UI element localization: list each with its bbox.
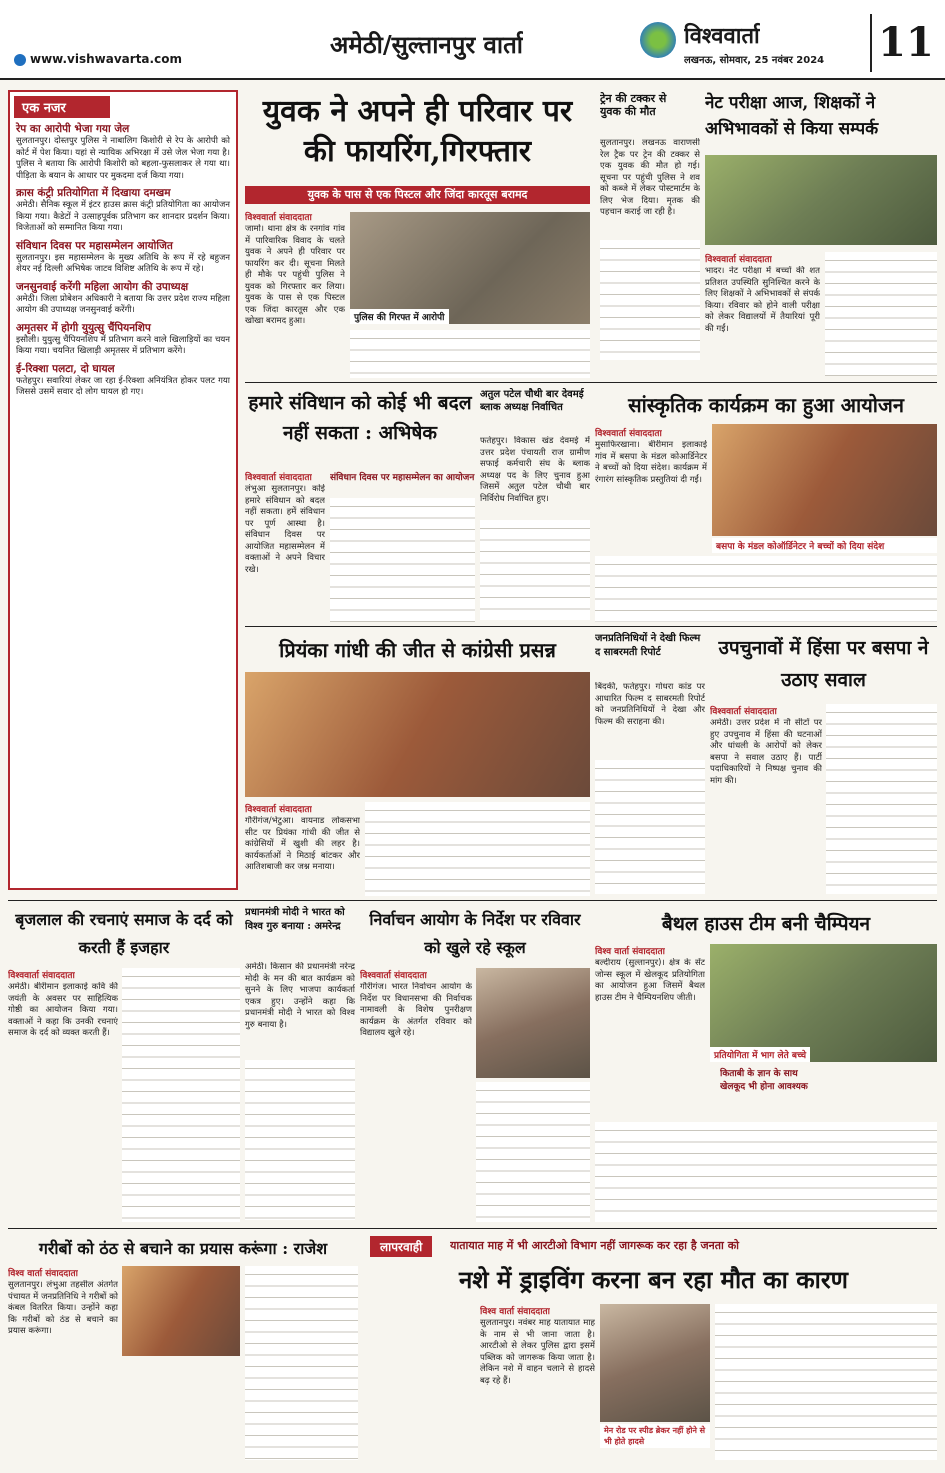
lead-body: जामो। थाना क्षेत्र के रनगांव गांव में पारिवारिक विवाद के चलते युवक ने अपने ही परिवार पर फायरिंग कर दी। सूचना मिलते ही मौके पर पहुंची पुलिस ने युवक को गिरफ्तार कर लिया। युवक के पास से एक पिस्टल एक जिंदा कारतूस और एक खोखा बरामद हुआ। bbox=[245, 224, 345, 326]
priyanka-byline: विश्ववार्ता संवाददाता bbox=[245, 805, 312, 815]
lead-photo-caption: पुलिस की गिरफ्त में आरोपी bbox=[350, 309, 449, 324]
dateline: लखनऊ, सोमवार, 25 नवंबर 2024 bbox=[684, 55, 825, 66]
rajesh-byline: विश्व वार्ता संवाददाता bbox=[8, 1269, 78, 1279]
brief-body: सुलतानपुर। दोस्तपुर पुलिस ने नाबालिग किशोरी से रेप के आरोपी को कोर्ट में पेश किया। यहां से न्यायिक अभिरक्षा में उसे जेल भेजा गया है। पुलिस ने बताया कि आरोपी किशोरी को बहला-फुसलाकर ले गया था। पीड़िता के बयान के आधार पर मुकदमा दर्ज किया गया। bbox=[16, 136, 230, 181]
brijlal-body: अमेठी। बीरीमान इलाकाई कवि की जयंती के अवसर पर साहित्यिक गोष्ठी का आयोजन किया गया। वक्ताओं ने कहा कि उनकी रचनाएं समाज के दर्द को व्यक्त करती हैं। bbox=[8, 982, 118, 1038]
rajesh-headline: गरीबों को ठंठ से बचाने का प्रयास करूंगा : राजेश bbox=[38, 1239, 328, 1258]
constitution-byline: विश्ववार्ता संवाददाता bbox=[245, 473, 312, 483]
cultural-body-cont bbox=[595, 556, 937, 622]
drunk-body-cont bbox=[715, 1304, 937, 1460]
brief-body: अमेठी। सैनिक स्कूल में इंटर हाउस क्रास कंट्री प्रतियोगिता का आयोजन किया गया। कैडेटों ने उत्साहपूर्वक प्रतिभाग कर शानदार प्रदर्शन किया। विजेताओं को सम्मानित किया गया। bbox=[16, 200, 230, 233]
brief-title: रेप का आरोपी भेजा गया जेल bbox=[16, 123, 130, 135]
lead-body-cont bbox=[350, 330, 590, 378]
drunk-headline: नशे में ड्राइविंग करना बन रहा मौत का कारण bbox=[458, 1265, 849, 1294]
lead-photo bbox=[350, 212, 590, 324]
net-byline: विश्ववार्ता संवाददाता bbox=[705, 255, 772, 265]
bypoll-body: अमेठी। उत्तर प्रदेश में नौ सीटों पर हुए उपचुनाव में हिंसा की घटनाओं और धांधली के आरोपों को लेकर बसपा ने सवाल उठाए हैं। पार्टी पदाधिकारियों ने निष्पक्ष चुनाव की मांग की। bbox=[710, 718, 822, 786]
atul-body-cont bbox=[480, 520, 590, 620]
bathhouse-photo-caption: प्रतियोगिता में भाग लेते बच्चे bbox=[710, 1047, 810, 1062]
globe-icon bbox=[14, 54, 26, 66]
briefs-header: एक नजर bbox=[14, 96, 110, 118]
rule-4 bbox=[8, 1228, 937, 1229]
masthead bbox=[0, 0, 945, 80]
atul-body: फतेहपुर। विकास खंड देवमई में उत्तर प्रदेश पंचायती राज ग्रामीण सफाई कर्मचारी संघ के ब्लाक अध्यक्ष पद के लिए चुनाव हुआ जिसमें अतुल पटेल चौथी बार निर्विरोध निर्वाचित हुए। bbox=[480, 436, 590, 504]
lead-byline: विश्ववार्ता संवाददाता bbox=[245, 213, 312, 223]
brief-title: जनसुनवाई करेंगी महिला आयोग की उपाध्यक्ष bbox=[16, 280, 189, 293]
priyanka-photo bbox=[245, 672, 590, 797]
schools-headline: निर्वाचन आयोग के निर्देश पर रविवार को खुले रहे स्कूल bbox=[369, 910, 581, 957]
sabarmati-body-cont bbox=[595, 760, 705, 894]
brief-body: अमेठी। जिला प्रोबेशन अधिकारी ने बताया कि उत्तर प्रदेश राज्य महिला आयोग की उपाध्यक्ष जनसुनवाई करेंगी। bbox=[16, 293, 230, 315]
brief-body: इसौली। युयुत्सु चैंपियनशिप में प्रतिभाग करने वाले खिलाड़ियों का चयन किया गया। चयनित खिलाड़ी अमृतसर में प्रतिभाग करेंगे। bbox=[16, 334, 230, 356]
brief-title: संविधान दिवस पर महासम्मेलन आयोजित bbox=[16, 239, 173, 252]
drunk-tag: लापरवाही bbox=[370, 1236, 432, 1257]
drunk-photo-caption: मेन रोड पर स्पीड ब्रेकर नहीं होने से भी होते हादसे bbox=[600, 1424, 710, 1448]
briefs-list bbox=[10, 122, 236, 399]
drunk-body: सुलतानपुर। नवंबर माह यातायात माह के नाम से भी जाना जाता है। आरटीओ से लेकर पुलिस द्वारा इसमें पब्लिक को जागरूक किया जाता है। लेकिन नशे में वाहन चलाने से हादसे बढ़ रहे हैं। bbox=[480, 1318, 595, 1386]
priyanka-headline: प्रियंका गांधी की जीत से कांग्रेसी प्रसन्न bbox=[279, 638, 556, 662]
brand-logo bbox=[640, 22, 676, 58]
brief-body: फतेहपुर। सवारियां लेकर जा रहा ई-रिक्शा अनियंत्रित होकर पलट गया जिससे उसमें सवार दो लोग घायल हो गए। bbox=[16, 375, 230, 397]
bathhouse-sub: किताबी के ज्ञान के साथ खेलकूद भी होना आवश्यक bbox=[720, 1069, 808, 1092]
cultural-body: मुसाफिरखाना। बीरीमान इलाकाई गांव में बसपा के मंडल कोआर्डिनेटर ने बच्चों को दिया संदेश। कार्यक्रम में रंगारंग सांस्कृतिक प्रस्तुतियां दी गईं। bbox=[595, 440, 707, 485]
bathhouse-body-cont bbox=[595, 1122, 937, 1222]
constitution-body-cont bbox=[330, 498, 475, 622]
schools-byline: विश्ववार्ता संवाददाता bbox=[360, 971, 427, 981]
section-title: अमेठी/सुल्तानपुर वार्ता bbox=[330, 30, 524, 59]
brief-title: ई-रिक्शा पलटा, दो घायल bbox=[16, 362, 115, 375]
brijlal-body-cont bbox=[122, 968, 240, 1222]
net-headline: नेट परीक्षा आज, शिक्षकों ने अभिभावकों से किया सम्पर्क bbox=[705, 93, 879, 139]
drunk-byline: विश्व वार्ता संवाददाता bbox=[480, 1307, 550, 1317]
brief-body: सुलतानपुर। इस महासम्मेलन के मुख्य अतिथि के रूप में रहे बहुजन शेयर नई दिल्ली अभिषेक जाटव विशिष्ट अतिथि के रूप में रहे। bbox=[16, 252, 230, 274]
brand-name: विश्ववार्ता bbox=[684, 23, 760, 49]
brief-title: क्रास कंट्री प्रतियोगिता में दिखाया दमखम bbox=[16, 187, 171, 199]
schools-body: गौरीगंज। भारत निर्वाचन आयोग के निर्देश पर विधानसभा की निर्वाचक नामावली के विशेष पुनरीक्षण कार्यक्रम के अंतर्गत रविवार को विद्यालय खुले रहे। bbox=[360, 982, 472, 1038]
modi-headline: प्रधानमंत्री मोदी ने भारत को विश्व गुरु बनाया : अमरेन्द्र bbox=[245, 907, 345, 932]
atul-headline: अतुल पटेल चौथी बार देवमई ब्लाक अध्यक्ष निर्वाचित bbox=[480, 389, 584, 413]
bathhouse-photo bbox=[710, 944, 937, 1062]
lead-headline: युवक ने अपने ही परिवार पर की फायरिंग,गिरफ्तार bbox=[262, 94, 573, 169]
drunk-kicker: यातायात माह में भी आरटीओ विभाग नहीं जागरूक कर रहा है जनता को bbox=[450, 1239, 740, 1252]
bypoll-byline: विश्ववार्ता संवाददाता bbox=[710, 707, 777, 717]
website-url[interactable] bbox=[14, 52, 182, 66]
rajesh-body: सुलतानपुर। लंभुआ तहसील अंतर्गत पंचायत में जनप्रतिनिधि ने गरीबों को कंबल वितरित किया। उन्होंने कहा कि गरीबों को ठंड से बचाने का प्रयास करूंगा। bbox=[8, 1280, 118, 1336]
bathhouse-byline: विश्व वार्ता संवाददाता bbox=[595, 947, 665, 957]
cultural-photo bbox=[712, 424, 937, 536]
schools-body-cont bbox=[476, 1082, 590, 1222]
rule-2 bbox=[245, 626, 937, 627]
net-photo bbox=[705, 155, 937, 245]
rule-3 bbox=[8, 900, 937, 901]
schools-photo bbox=[476, 968, 590, 1078]
priyanka-body: गौरीगंज/भेटुआ। वायनाड लोकसभा सीट पर प्रियंका गांधी की जीत से कांग्रेसियों में खुशी की लहर है। कार्यकर्ताओं ने मिठाई बांटकर और आतिशबाजी कर जश्न मनाया। bbox=[245, 816, 360, 872]
constitution-sub: संविधान दिवस पर महासम्मेलन का आयोजन bbox=[330, 473, 475, 483]
brijlal-headline: बृजलाल की रचनाएं समाज के दर्द को करती हैं इजहार bbox=[15, 910, 233, 957]
modi-body-cont bbox=[245, 1060, 355, 1220]
modi-body: अमेठी। किसान की प्रधानमंत्री नरेन्द्र मोदी के मन की बात कार्यक्रम को सुनने के लिए भाजपा कार्यकर्ता एकत्र हुए। उन्होंने कहा कि प्रधानमंत्री मोदी ने भारत को विश्व गुरु बनाया है। bbox=[245, 962, 355, 1030]
page-number: 11 bbox=[870, 14, 940, 72]
bathhouse-body: बल्दीराय (सुल्तानपुर)। क्षेत्र के सेंट जोन्स स्कूल में खेलकूद प्रतियोगिता का आयोजन हुआ जिसमें बैथल हाउस टीम ने चैम्पियनशिप जीती। bbox=[595, 958, 705, 1003]
net-body: भादर। नेट परीक्षा में बच्चों की शत प्रतिशत उपस्थिति सुनिश्चित करने के लिए शिक्षकों ने अभिभावकों से संपर्क किया। रविवार को होने वाली परीक्षा को लेकर विद्यालयों में तैयारियां पूरी की गईं। bbox=[705, 266, 820, 334]
sabarmati-body: बिंदकी, फतेहपुर। गोधरा कांड पर आधारित फिल्म द साबरमती रिपोर्ट को जनप्रतिनिधियों ने देखा और फिल्म की सराहना की। bbox=[595, 682, 705, 727]
constitution-headline: हमारे संविधान को कोई भी बदल नहीं सकता : अभिषेक bbox=[248, 392, 472, 444]
cultural-headline: सांस्कृतिक कार्यक्रम का हुआ आयोजन bbox=[628, 393, 904, 417]
bypoll-headline: उपचुनावों में हिंसा पर बसपा ने उठाए सवाल bbox=[718, 637, 929, 691]
rajesh-body-cont bbox=[245, 1266, 358, 1460]
net-body-cont bbox=[825, 252, 937, 376]
rajesh-photo bbox=[122, 1266, 240, 1356]
drunk-photo bbox=[600, 1304, 710, 1422]
brief-title: अमृतसर में होगी युयुत्सु चैंपियनशिप bbox=[16, 321, 151, 334]
priyanka-body-cont bbox=[365, 802, 590, 896]
train-headline: ट्रेन की टक्कर से युवक की मौत bbox=[600, 92, 667, 118]
bypoll-body-cont bbox=[826, 704, 937, 894]
train-body: सुलतानपुर। लखनऊ वाराणसी रेल ट्रैक पर ट्रेन की टक्कर से एक युवक की मौत हो गई। सूचना पर पहुंची पुलिस ने शव को कब्जे में लेकर पोस्टमार्टम के लिए भेज दिया। मृतक की पहचान कराई जा रही है। bbox=[600, 138, 700, 217]
brijlal-byline: विश्ववार्ता संवाददाता bbox=[8, 971, 75, 981]
rule-1 bbox=[245, 382, 937, 383]
train-body-cont bbox=[600, 240, 700, 360]
briefs-box bbox=[8, 90, 238, 890]
website-text: www.vishwavarta.com bbox=[30, 52, 182, 66]
sabarmati-headline: जनप्रतिनिधियों ने देखी फिल्म द साबरमती रिपोर्ट bbox=[595, 633, 701, 658]
cultural-photo-caption: बसपा के मंडल कोऑर्डिनेटर ने बच्चों को दिया संदेश bbox=[712, 538, 937, 553]
lead-strap: युवक के पास से एक पिस्टल और जिंदा कारतूस बरामद bbox=[245, 186, 590, 204]
constitution-body: लंभुआ सुलतानपुर। कोई हमारे संविधान को बदल नहीं सकता। हमें संविधान पर पूर्ण आस्था है। संविधान दिवस पर आयोजित महासम्मेलन में वक्ताओं ने अपने विचार रखे। bbox=[245, 484, 325, 575]
bathhouse-headline: बैथल हाउस टीम बनी चैम्पियन bbox=[661, 913, 871, 935]
cultural-byline: विश्ववार्ता संवाददाता bbox=[595, 429, 662, 439]
